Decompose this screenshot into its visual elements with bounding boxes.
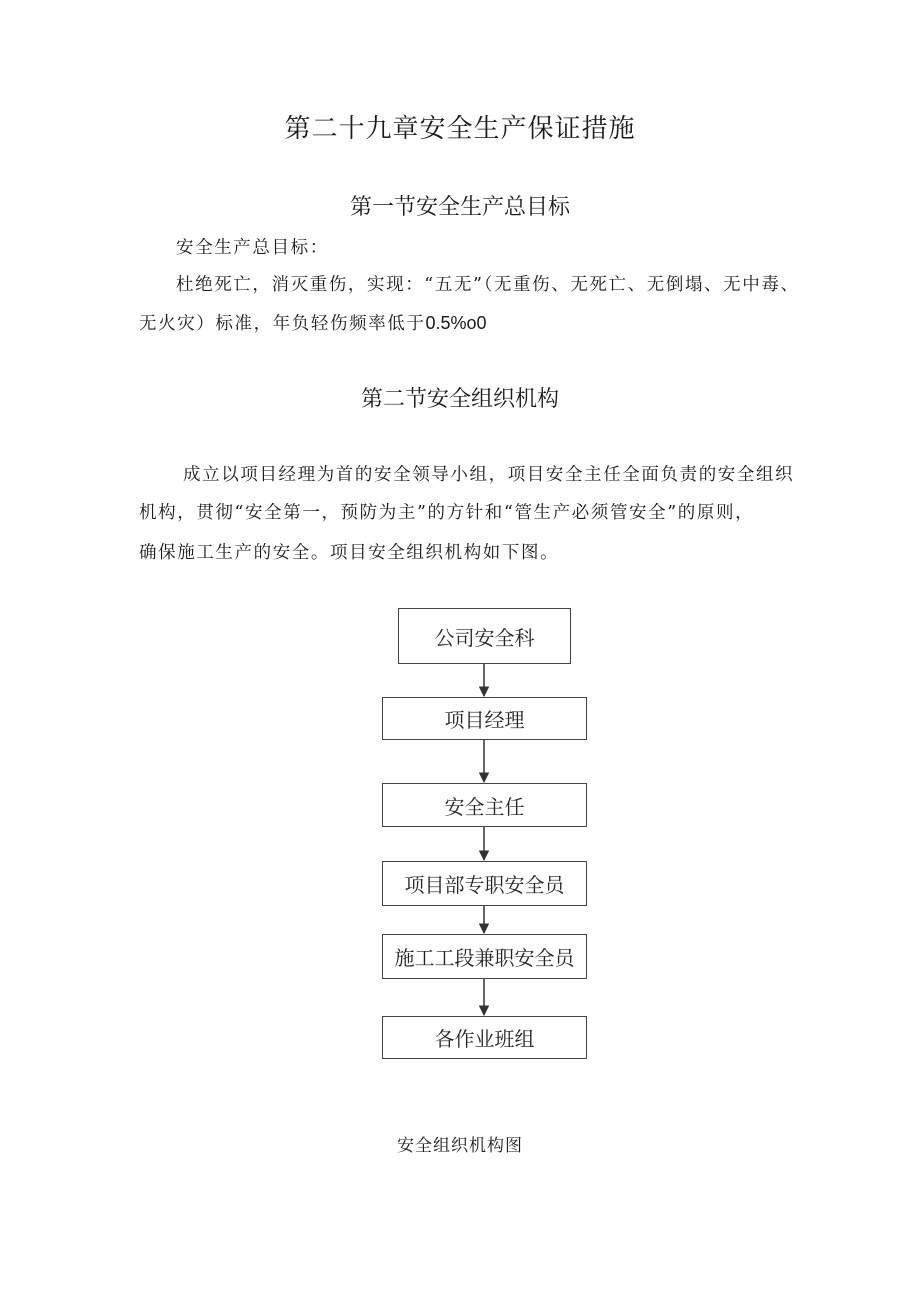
org-box-parttime-safety-officer: 施工工段兼职安全员 [382,934,587,979]
org-box-safety-director: 安全主任 [382,783,587,827]
org-box-project-manager: 项目经理 [382,697,587,740]
chapter-title: 第二十九章安全生产保证措施 [284,114,636,144]
safety-goal-line-2-text: 无火灾）标准，年负轻伤频率低于 [139,314,426,334]
safety-goal-label: 安全生产总目标： [176,238,329,258]
org-box-fulltime-safety-officer: 项目部专职安全员 [382,861,587,906]
org-box-work-teams: 各作业班组 [382,1016,587,1059]
org-chart-caption: 安全组织机构图 [397,1136,523,1156]
injury-rate-value: 0.5%o0 [425,313,487,333]
safety-goal-line-1: 杜绝死亡，消灭重伤，实现：“五无”（无重伤、无死亡、无倒塌、无中毒、 [176,275,800,295]
organization-paragraph-line-2: 机构，贯彻“安全第一，预防为主”的方针和“管生产必须管安全”的原则， [139,503,755,523]
section-title-safety-goal: 第一节安全生产总目标 [349,195,570,220]
safety-goal-line-2 [139,310,487,335]
organization-paragraph-line-3: 确保施工生产的安全。项目安全组织机构如下图。 [139,543,560,563]
organization-paragraph-line-1: 成立以项目经理为首的安全领导小组，项目安全主任全面负责的安全组织 [183,465,795,485]
section-title-safety-organization: 第二节安全组织机构 [360,387,559,412]
org-box-company-safety-dept: 公司安全科 [398,608,571,664]
